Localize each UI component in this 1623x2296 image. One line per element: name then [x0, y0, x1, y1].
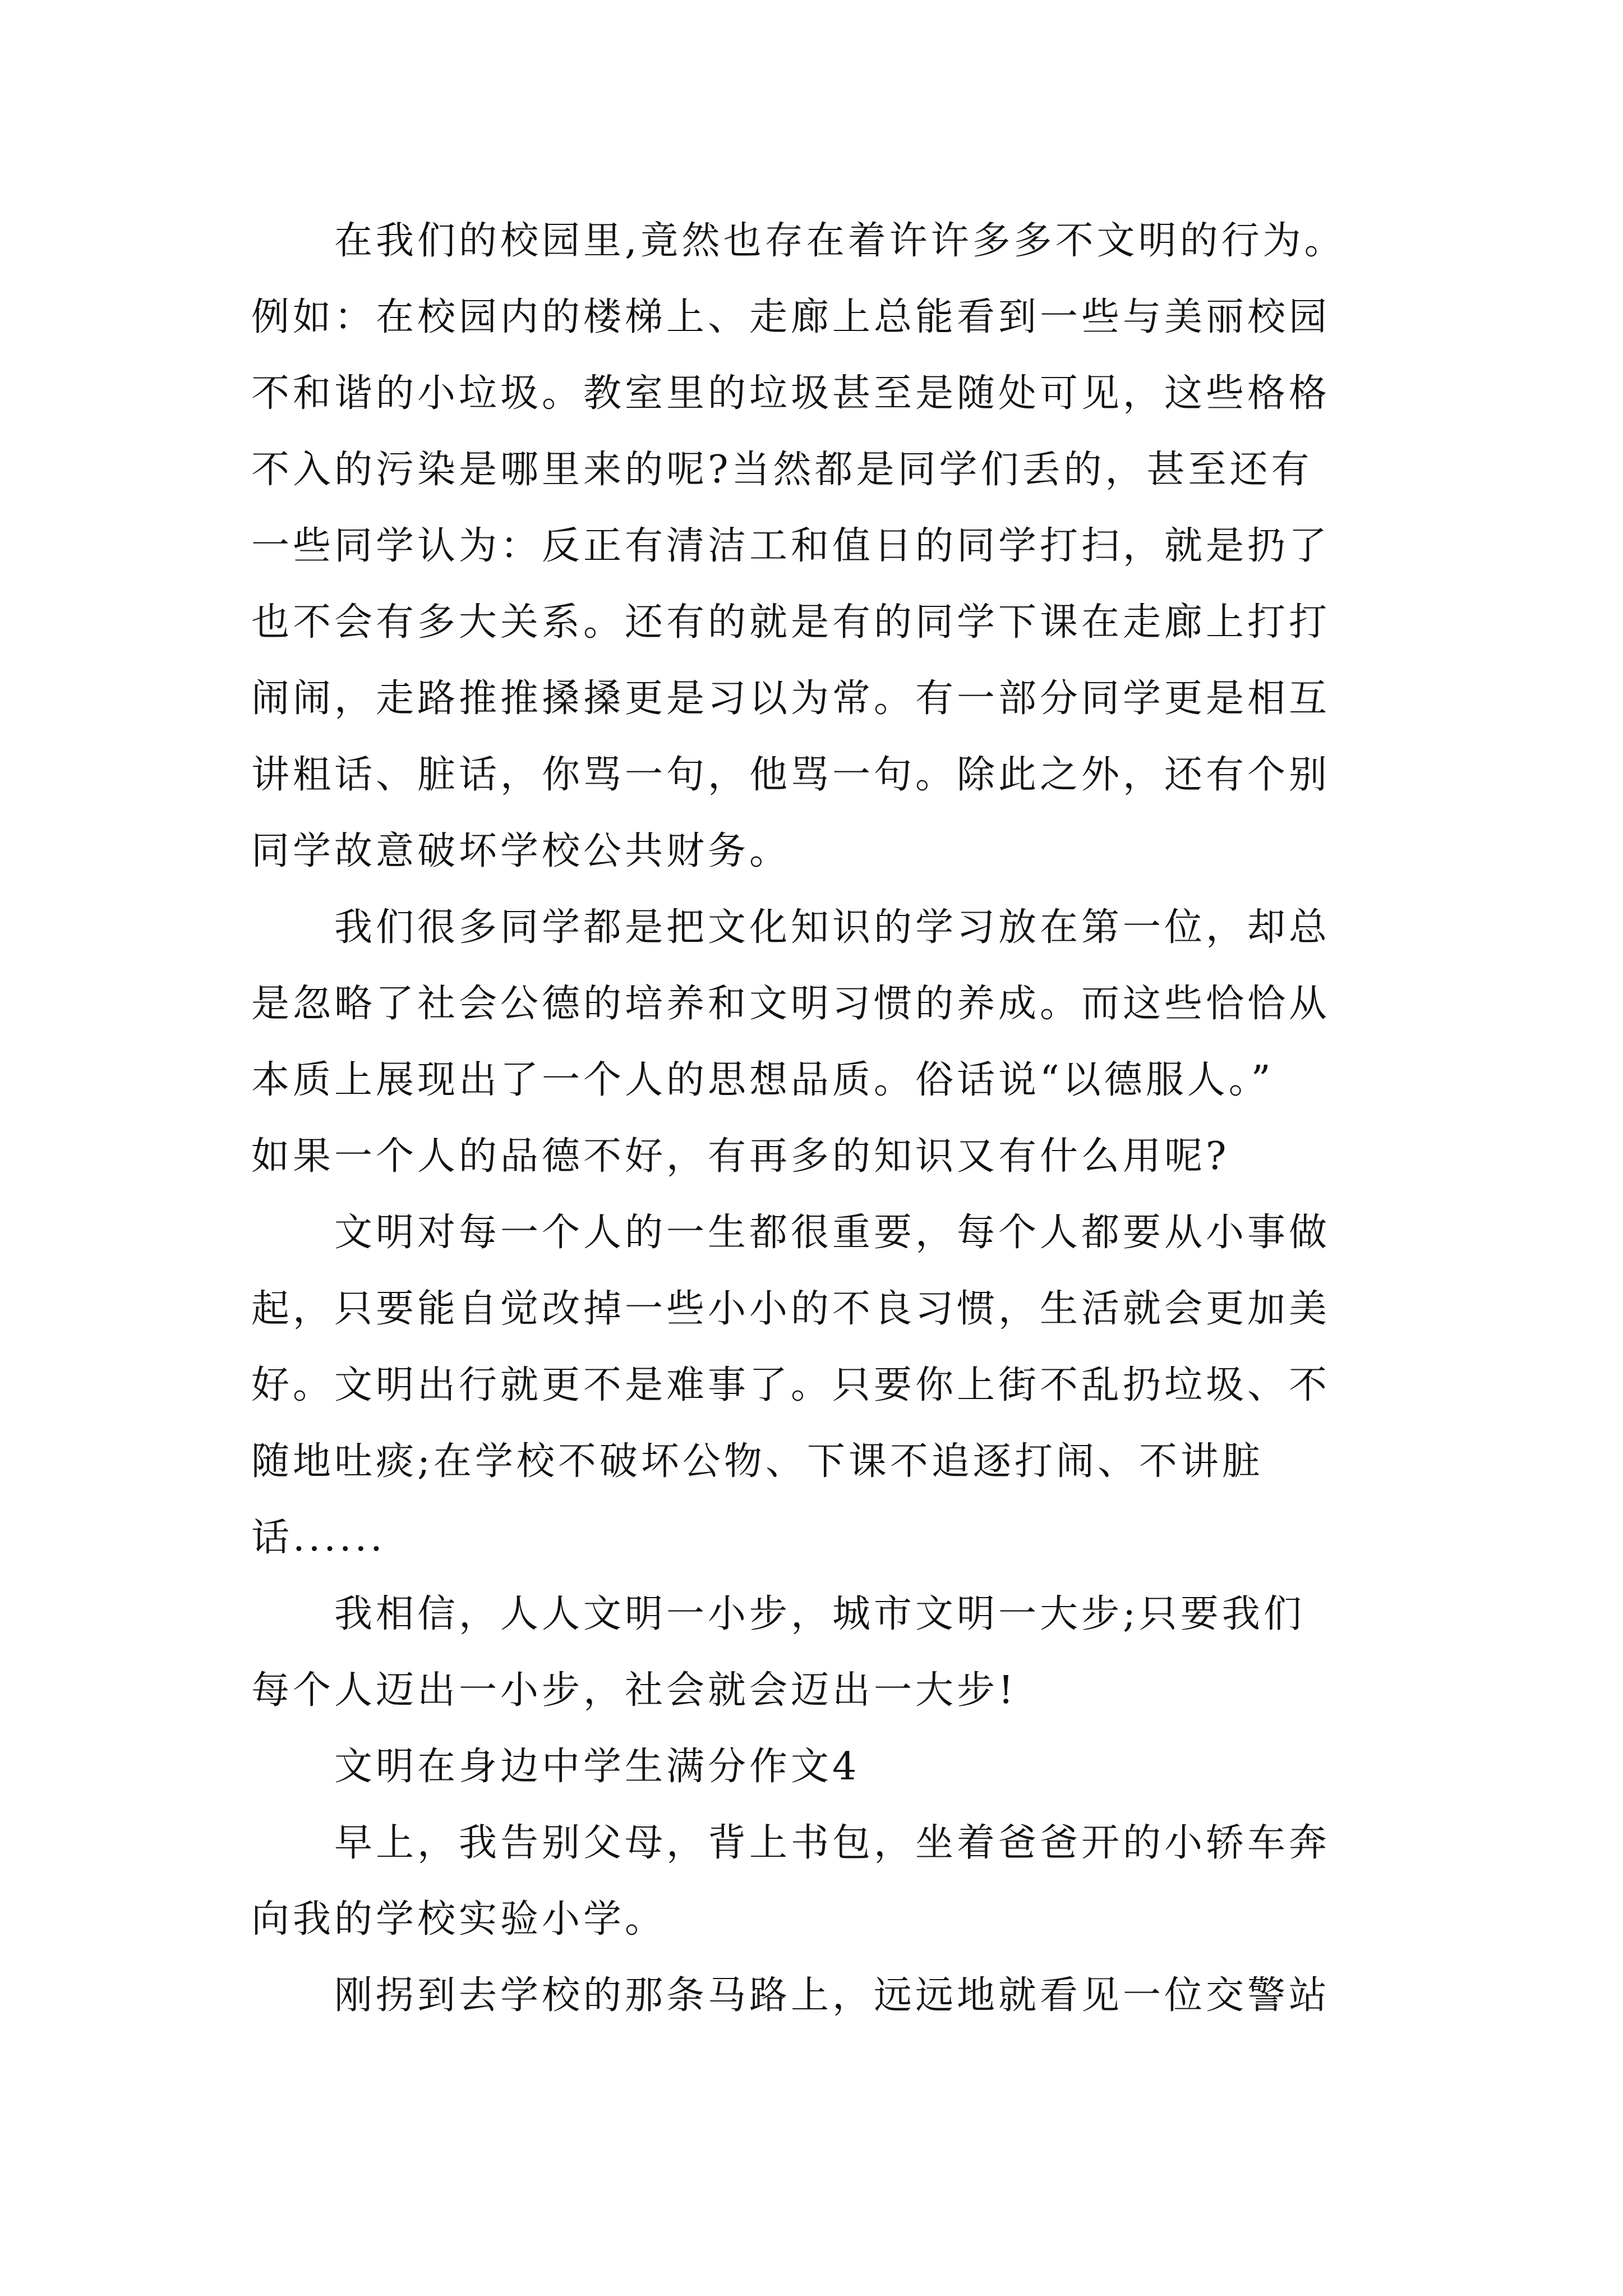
paragraph-line: 不入的污染是哪里来的呢?当然都是同学们丢的，甚至还有 [251, 448, 1313, 492]
section-heading: 文明在身边中学生满分作文4 [334, 1745, 860, 1789]
paragraph-line: 每个人迈出一小步，社会就会迈出一大步! [251, 1668, 1017, 1713]
paragraph-line: 同学故意破坏学校公共财务。 [251, 829, 791, 873]
paragraph-line: 起，只要能自觉改掉一些小小的不良习惯，生活就会更加美 [251, 1287, 1331, 1331]
paragraph-line: 我们很多同学都是把文化知识的学习放在第一位，却总 [334, 905, 1331, 950]
paragraph-line: 在我们的校园里,竟然也存在着许许多多不文明的行为。 [334, 219, 1346, 263]
paragraph-line: 不和谐的小垃圾。教室里的垃圾甚至是随处可见，这些格格 [251, 371, 1331, 416]
paragraph-line: 随地吐痰;在学校不破坏公物、下课不追逐打闹、不讲脏 [251, 1439, 1264, 1484]
paragraph-line: 好。文明出行就更不是难事了。只要你上街不乱扔垃圾、不 [251, 1363, 1331, 1407]
paragraph-line: 我相信，人人文明一小步，城市文明一大步;只要我们 [334, 1592, 1305, 1636]
paragraph-line: 早上，我告别父母，背上书包，坐着爸爸开的小轿车奔 [334, 1821, 1331, 1865]
paragraph-line: 文明对每一个人的一生都很重要，每个人都要从小事做 [334, 1211, 1331, 1255]
paragraph-line: 闹闹，走路推推搡搡更是习以为常。有一部分同学更是相互 [251, 677, 1331, 721]
paragraph-line: 也不会有多大关系。还有的就是有的同学下课在走廊上打打 [251, 600, 1331, 645]
paragraph-line: 例如：在校园内的楼梯上、走廊上总能看到一些与美丽校园 [251, 295, 1331, 339]
paragraph-line: 刚拐到去学校的那条马路上，远远地就看见一位交警站 [334, 1973, 1331, 2018]
essay-body [251, 203, 1429, 2034]
paragraph-line: 向我的学校实验小学。 [251, 1897, 667, 1941]
paragraph-line: 讲粗话、脏话，你骂一句，他骂一句。除此之外，还有个别 [251, 753, 1331, 797]
paragraph-line: 如果一个人的品德不好，有再多的知识又有什么用呢? [251, 1134, 1230, 1179]
paragraph-line: 一些同学认为：反正有清洁工和值日的同学打扫，就是扔了 [251, 524, 1331, 568]
paragraph-line: 本质上展现出了一个人的思想品质。俗话说“以德服人。” [251, 1058, 1274, 1102]
paragraph-line: 话...... [251, 1516, 386, 1560]
paragraph-line: 是忽略了社会公德的培养和文明习惯的养成。而这些恰恰从 [251, 982, 1331, 1026]
